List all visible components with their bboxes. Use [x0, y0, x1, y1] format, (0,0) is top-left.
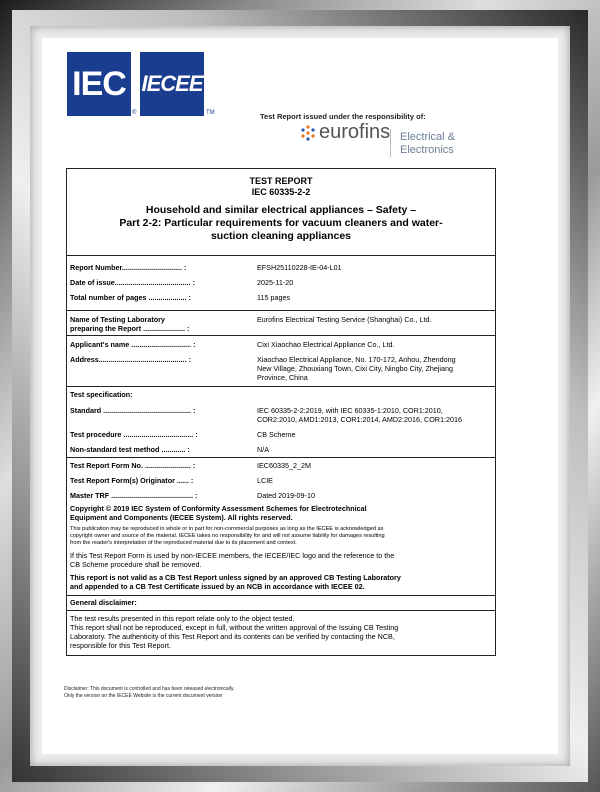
address-label: Address............................................ :	[70, 355, 192, 364]
total-pages-label: Total number of pages ................... :	[70, 293, 191, 302]
non-member-line-1: If this Test Report Form is used by non-IECEE members, the IECEE/IEC logo and the reference to the	[70, 551, 395, 560]
division-line-2: Electronics	[400, 144, 454, 156]
divider	[66, 595, 496, 596]
iecee-logo-text: IECEE	[141, 71, 203, 96]
trademark-mark: TM	[206, 110, 215, 116]
iec-logo	[67, 52, 131, 116]
reproduction-line-1: This publication may be reproduced in whole or in part for non-commercial purposes as long as the IECEE is acknowledged as	[70, 526, 384, 532]
divider	[66, 255, 496, 256]
responsibility-text: Test Report issued under the responsibility of:	[260, 112, 426, 121]
divider	[66, 335, 496, 336]
reproduction-notice	[70, 526, 492, 547]
lab-value: Eurofins Electrical Testing Service (Shanghai) Co., Ltd.	[257, 315, 432, 324]
eurofins-wordmark: eurofins	[319, 121, 391, 143]
registered-mark: ®	[132, 110, 137, 116]
address-line-2: New Village, Zhouxiang Town, Cixi City, Ningbo City, Zhejiang	[257, 364, 454, 373]
division-line-1: Electrical &	[400, 131, 456, 143]
non-member-line-2: CB Scheme procedure shall be removed.	[70, 560, 202, 569]
iecee-logo	[140, 52, 204, 116]
standard-line-1: IEC 60335-2-2:2019, with IEC 60335-1:2010, COR1:2010,	[257, 406, 443, 415]
report-number-label: Report Number.............................. :	[70, 263, 187, 272]
trf-number-label: Test Report Form No. ....................... :	[70, 461, 196, 470]
general-disclaimer-body	[70, 614, 492, 650]
lab-label-line-2: preparing the Report ..................... :	[70, 324, 190, 333]
address-line-1: Xiaochao Electrical Appliance, No. 170-172, Anhou, Zhendong	[257, 355, 456, 364]
copyright-line-2: Equipment and Components (IECEE System). All rights reserved.	[70, 513, 293, 522]
divider	[66, 457, 496, 458]
copyright-line-1: Copyright © 2019 IEC System of Conformity Assessment Schemes for Electrotechnical	[70, 504, 367, 513]
general-disclaimer-heading: General disclaimer:	[70, 598, 137, 607]
disclaimer-line-4: responsible for this Test Report.	[70, 641, 171, 650]
disclaimer-line-2: This report shall not be reproduced, except in full, without the written approval of the Issuing CB Testing	[70, 623, 399, 632]
title-line-1: Household and similar electrical appliances – Safety –	[145, 204, 417, 216]
footer-line-1: Disclaimer: This document is controlled and has been released electronically.	[64, 686, 235, 692]
iec-logo-text: IEC	[72, 64, 126, 103]
test-procedure-value: CB Scheme	[257, 430, 296, 439]
footer-line-2: Only the version on the IECEE Website is the current document version	[64, 693, 223, 699]
nonstandard-method-label: Non-standard test method ............ :	[70, 445, 190, 454]
disclaimer-line-1: The test results presented in this report relate only to the object tested.	[70, 614, 295, 623]
non-member-notice	[70, 551, 492, 569]
reproduction-line-3: from the reader's interpretation of the reproduced material due to its placement and context.	[70, 540, 297, 546]
copyright-notice	[70, 504, 492, 522]
lab-label-line-1: Name of Testing Laboratory	[70, 315, 165, 324]
validity-line-2: and appended to a CB Test Certificate issued by an NCB in accordance with IECEE 02.	[70, 582, 365, 591]
validity-line-1: This report is not valid as a CB Test Report unless signed by an approved CB Testing Laboratory	[70, 573, 401, 582]
footer-disclaimer	[64, 686, 234, 700]
eurofins-logo	[300, 121, 390, 144]
title-line-2: Part 2-2: Particular requirements for vacuum cleaners and water-	[119, 217, 443, 229]
applicant-name-value: Cixi Xiaochao Electrical Appliance Co., Ltd.	[257, 340, 395, 349]
master-trf-value: Dated 2019-09-10	[257, 491, 315, 500]
standard-label: Standard ............................................ :	[70, 406, 196, 415]
divider	[66, 310, 496, 311]
lab-label	[70, 315, 248, 333]
test-spec-heading: Test specification:	[70, 390, 133, 399]
divider	[66, 386, 496, 387]
divider	[66, 610, 496, 611]
address-value	[257, 355, 493, 382]
date-of-issue-value: 2025-11-20	[257, 278, 294, 287]
standard-value	[257, 406, 493, 424]
eurofins-dots-icon	[300, 125, 316, 141]
trf-number-value: IEC60335_2_2M	[257, 461, 311, 470]
report-title	[66, 204, 496, 243]
report-header	[66, 176, 496, 198]
applicant-name-label: Applicant's name .............................. :	[70, 340, 196, 349]
date-of-issue-label: Date of issue...................................... :	[70, 278, 196, 287]
report-type: TEST REPORT	[249, 176, 313, 186]
validity-notice	[70, 573, 492, 591]
address-line-3: Province, China	[257, 373, 308, 382]
report-number-value: EFSH25110228-IE-04-L01	[257, 263, 342, 272]
trf-originator-label: Test Report Form(s) Originator ...... :	[70, 476, 194, 485]
division-name	[400, 131, 455, 157]
logo-divider	[390, 129, 391, 157]
trf-originator-value: LCIE	[257, 476, 273, 485]
master-trf-label: Master TRF ......................................... :	[70, 491, 198, 500]
disclaimer-line-3: Laboratory. The authenticity of this Test Report and its contents can be verified by contacting the NCB,	[70, 632, 395, 641]
reproduction-line-2: copyright owner and source of the material. IECEE takes no responsibility for and will not assume liability for damages resulting	[70, 533, 385, 539]
nonstandard-method-value: N/A	[257, 445, 269, 454]
standard-line-2: COR2:2010, AMD1:2013, COR1:2014, AMD2:2016, COR1:2016	[257, 415, 462, 424]
title-line-3: suction cleaning appliances	[210, 230, 352, 242]
report-standard: IEC 60335-2-2	[251, 187, 311, 197]
test-procedure-label: Test procedure ................................... :	[70, 430, 198, 439]
total-pages-value: 115 pages	[257, 293, 291, 302]
